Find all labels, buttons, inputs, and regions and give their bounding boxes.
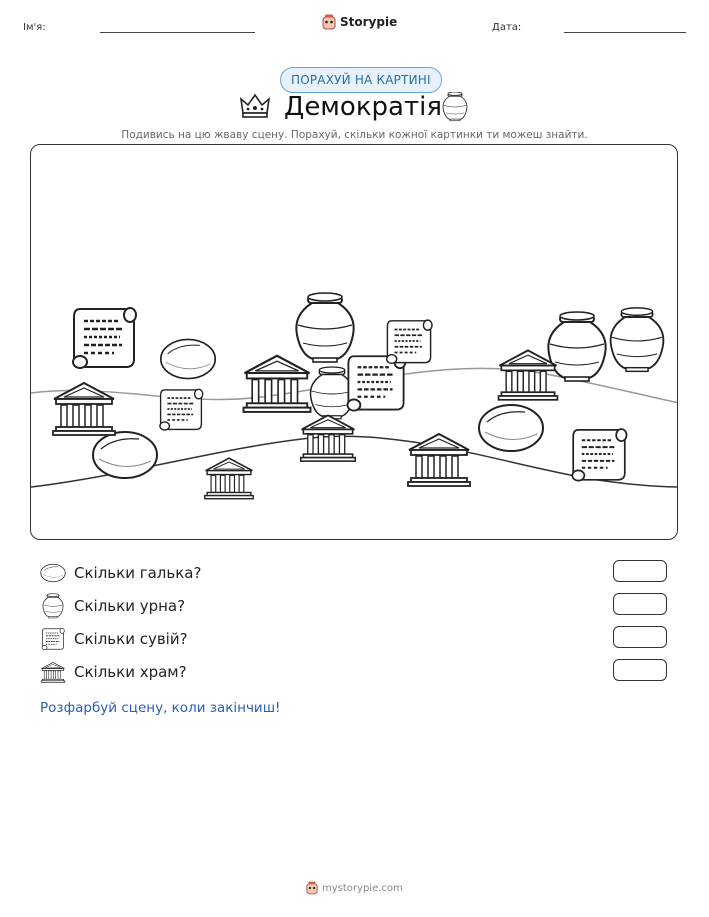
temple (408, 434, 470, 486)
date-label: Дата: (492, 22, 522, 33)
temple (244, 356, 311, 412)
answer-box-temple[interactable] (613, 659, 667, 681)
urn (611, 308, 664, 371)
urn-icon (40, 593, 66, 619)
question-urn (40, 593, 185, 619)
answer-box-scroll[interactable] (613, 626, 667, 648)
answer-box-urn[interactable] (613, 593, 667, 615)
storypie-logo-icon (322, 14, 336, 30)
scroll (387, 320, 432, 363)
urn (296, 293, 353, 362)
answer-box-pebble[interactable] (613, 560, 667, 582)
name-label: Ім'я: (23, 22, 46, 33)
temple (301, 415, 356, 461)
scroll (160, 389, 203, 430)
pebble (161, 339, 215, 378)
scroll (347, 355, 405, 410)
pebble-icon (40, 560, 66, 586)
page-title: Демократія (284, 92, 442, 122)
question-pebble (40, 560, 201, 586)
storypie-logo-icon (306, 881, 318, 895)
question-temple (40, 659, 187, 685)
crown-icon (240, 93, 270, 123)
coloring-note: Розфарбуй сцену, коли закінчиш! (40, 700, 281, 716)
footer-url: mystorypie.com (322, 882, 403, 894)
question-label: Скільки урна? (74, 597, 186, 615)
pebble (93, 432, 157, 478)
scroll (73, 308, 136, 368)
brand-logo (322, 14, 397, 30)
question-label: Скільки сувій? (74, 630, 188, 648)
urn (310, 367, 353, 419)
instructions: Подивись на цю жваву сцену. Порахуй, скільки кожної картинки ти можеш знайти. (121, 129, 588, 141)
footer (306, 881, 403, 895)
date-line[interactable] (564, 32, 686, 33)
temple (205, 458, 253, 499)
pebble (479, 405, 543, 451)
name-line[interactable] (100, 32, 255, 33)
urn (548, 312, 605, 381)
brand-name: Storypie (340, 15, 398, 29)
scroll (572, 429, 626, 481)
temple-icon (40, 659, 66, 685)
question-scroll (40, 626, 188, 652)
scroll-icon (40, 626, 66, 652)
activity-tag: ПОРАХУЙ НА КАРТИНІ (280, 67, 442, 93)
question-label: Скільки храм? (74, 663, 187, 681)
vase-title-icon (440, 92, 470, 126)
counting-scene (30, 144, 678, 540)
question-label: Скільки галька? (74, 564, 202, 582)
